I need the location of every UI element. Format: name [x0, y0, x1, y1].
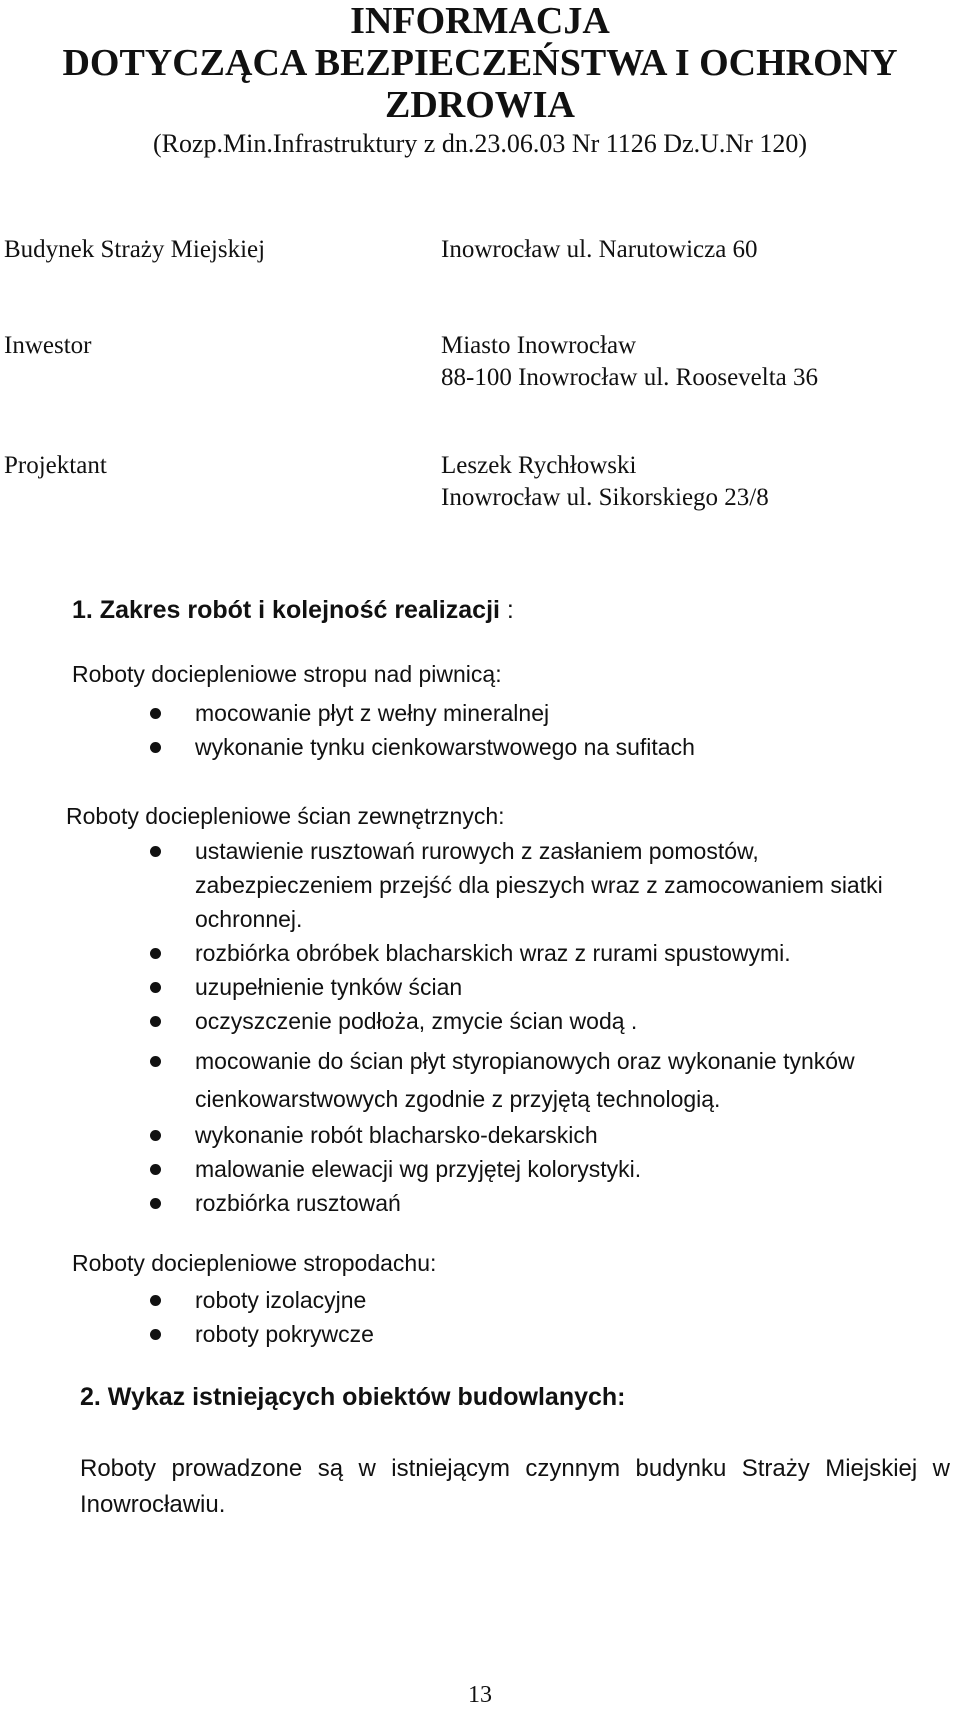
title-line-2: DOTYCZĄCA BEZPIECZEŃSTWA I OCHRONY	[62, 42, 898, 84]
list-item-text: wykonanie tynku cienkowarstwowego na sufitach	[195, 734, 695, 760]
list-item-text: mocowanie do ścian płyt styropianowych oraz wykonanie tynków cienkowarstwowych zgodnie z przyjętą technologią.	[195, 1048, 855, 1112]
section-1-heading	[72, 596, 514, 625]
list-item	[150, 936, 920, 970]
list-item	[150, 1042, 920, 1118]
designer-line-1: Leszek Rychłowski	[441, 452, 637, 479]
list-item	[150, 1186, 920, 1220]
group-1-list	[150, 696, 930, 764]
bullet-icon	[150, 1164, 161, 1175]
document-subtitle: (Rozp.Min.Infrastruktury z dn.23.06.03 Nr 1126 Dz.U.Nr 120)	[153, 129, 807, 158]
list-item-text: wykonanie robót blacharsko-dekarskich	[195, 1122, 598, 1148]
section-1-heading-text: 1. Zakres robót i kolejność realizacji	[72, 596, 500, 624]
bullet-icon	[150, 1329, 161, 1340]
bullet-icon	[150, 1295, 161, 1306]
list-item	[150, 970, 920, 1004]
bullet-icon	[150, 1130, 161, 1141]
list-item-text: roboty izolacyjne	[195, 1287, 367, 1313]
group-3-title: Roboty dociepleniowe stropodachu:	[72, 1250, 437, 1276]
page-number: 13	[468, 1682, 492, 1708]
group-2-list	[150, 834, 920, 1220]
list-item	[150, 1004, 920, 1038]
list-item-text: ustawienie rusztowań rurowych z zasłaniem pomostów, zabezpieczeniem przejść dla pieszych wraz z zamocowaniem siatki ochronnej.	[195, 838, 883, 932]
list-item-text: malowanie elewacji wg przyjętej kolorystyki.	[195, 1156, 642, 1182]
title-line-3: ZDROWIA	[384, 84, 576, 126]
list-item	[150, 1152, 920, 1186]
list-item-text: mocowanie płyt z wełny mineralnej	[195, 700, 550, 726]
investor-line-1: Miasto Inowrocław	[441, 332, 637, 359]
bullet-icon	[150, 1198, 161, 1209]
building-value: Inowrocław ul. Narutowicza 60	[441, 236, 758, 263]
list-item-text: uzupełnienie tynków ścian	[195, 974, 463, 1000]
document-title	[0, 0, 960, 126]
building-label: Budynek Straży Miejskiej	[4, 236, 266, 263]
bullet-icon	[150, 846, 161, 857]
designer-label: Projektant	[4, 452, 107, 479]
title-line-1: INFORMACJA	[350, 0, 610, 42]
designer-line-2: Inowrocław ul. Sikorskiego 23/8	[441, 484, 769, 511]
list-item-text: rozbiórka obróbek blacharskich wraz z rurami spustowymi.	[195, 940, 791, 966]
group-3-list	[150, 1283, 930, 1351]
list-item	[150, 834, 920, 936]
bullet-icon	[150, 708, 161, 719]
group-2-title: Roboty dociepleniowe ścian zewnętrznych:	[66, 803, 505, 829]
section-1-heading-tail: :	[499, 596, 514, 624]
document-header	[0, 0, 960, 160]
bullet-icon	[150, 982, 161, 993]
bullet-icon	[150, 948, 161, 959]
investor-label: Inwestor	[4, 332, 92, 359]
list-item-text: rozbiórka rusztowań	[195, 1190, 401, 1216]
section-2-heading: 2. Wykaz istniejących obiektów budowlanych:	[80, 1383, 626, 1411]
list-item	[150, 1283, 930, 1317]
section-2-paragraph: Roboty prowadzone są w istniejącym czynnym budynku Straży Miejskiej w Inowrocławiu.	[80, 1455, 950, 1518]
list-item-text: oczyszczenie podłoża, zmycie ścian wodą .	[195, 1008, 638, 1034]
group-1-title: Roboty dociepleniowe stropu nad piwnicą:	[72, 661, 502, 687]
list-item	[150, 696, 930, 730]
bullet-icon	[150, 1056, 161, 1067]
bullet-icon	[150, 1016, 161, 1027]
bullet-icon	[150, 742, 161, 753]
list-item-text: roboty pokrywcze	[195, 1321, 374, 1347]
investor-line-2: 88-100 Inowrocław ul. Roosevelta 36	[441, 364, 819, 391]
list-item	[150, 1118, 920, 1152]
list-item	[150, 1317, 930, 1351]
list-item	[150, 730, 930, 764]
